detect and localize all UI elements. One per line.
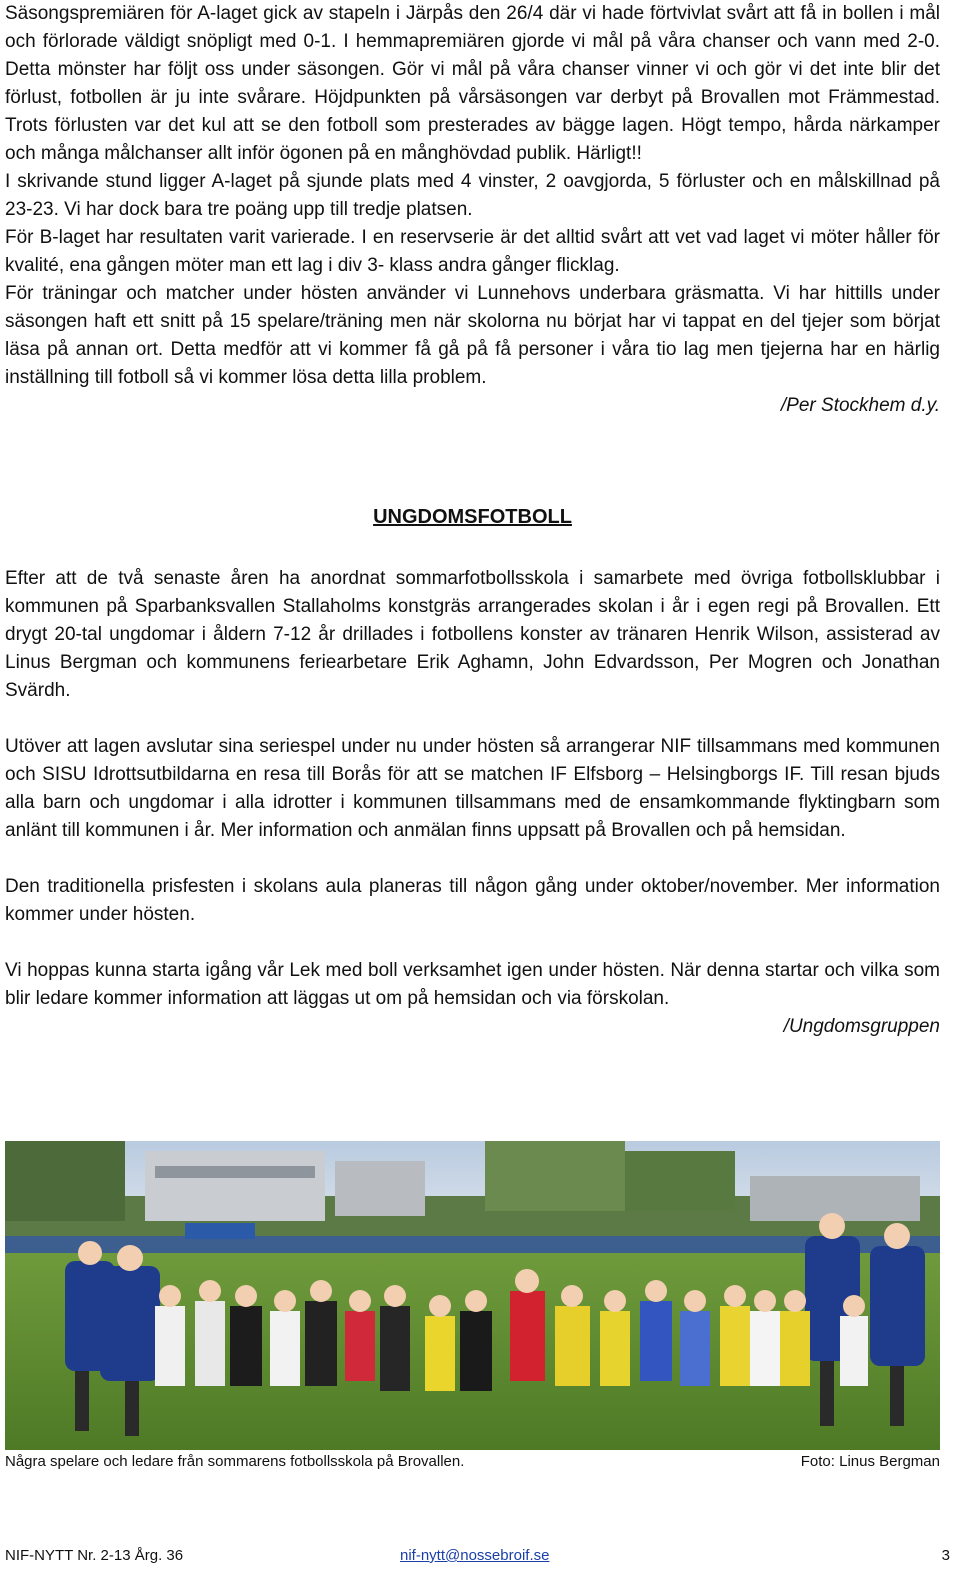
email-link[interactable]: nif-nytt@nossebroif.se [400, 1547, 550, 1564]
article-a-laget [5, 0, 940, 420]
photo-caption: Några spelare och ledare från sommarens fotbollsskola på Brovallen. [5, 1453, 465, 1470]
photo-credit: Foto: Linus Bergman [800, 1453, 940, 1470]
article-ungdomsfotboll [5, 565, 940, 1041]
paragraph: För B-laget har resultaten varit varierade. I en reservserie är det alltid svårt att vet vad laget vi möter håller för kvalité, ena gången möter man ett lag i div 3- klass andra gånger flicklag. [5, 227, 940, 276]
issue-label: NIF-NYTT Nr. 2-13 Årg. 36 [5, 1547, 184, 1564]
paragraph: Vi hoppas kunna starta igång vår Lek med boll verksamhet igen under hösten. När denna startar och vilka som blir ledare kommer information att läggas ut om på hemsidan och via förskolan. [5, 960, 940, 1009]
team-photo [5, 1141, 940, 1450]
paragraph: För träningar och matcher under hösten använder vi Lunnehovs underbara gräsmatta. Vi har hittills under säsongen haft ett snitt på 15 spelare/träning men när skolorna nu börjat har vi tappat en del tjejer som börjat läsa på annan ort. Detta medför att vi kommer få gå på få personer i våra tio lag men tjejerna har en härlig inställning till fotboll så vi kommer lösa detta lilla problem. [5, 283, 940, 388]
page-number: 3 [941, 1547, 950, 1564]
paragraph: Den traditionella prisfesten i skolans aula planeras till någon gång under oktober/november. Mer information kommer under hösten. [5, 876, 940, 925]
paragraph: Utöver att lagen avslutar sina seriespel under nu under hösten så arrangerar NIF tillsammans med kommunen och SISU Idrottsutbildarna en resa till Borås för att se matchen IF Elfsborg – Helsingborgs IF. Till resan bjuds alla barn och ungdomar i alla idrotter i kommunen tillsammans med de ensamkommande flyktingbarn som anlänt till kommunen i år. Mer information och anmälan finns uppsatt på Brovallen och på hemsidan. [5, 736, 940, 841]
photo-caption-row [5, 1452, 940, 1472]
paragraph: Efter att de två senaste åren ha anordnat sommarfotbollsskola i samarbete med övriga fotbollsklubbar i kommunen på Sparbanksvallen Stallaholms konstgräs arrangerades skolan i år i egen regi på Brovallen. Ett drygt 20-tal ungdomar i åldern 7-12 år drillades i fotbollens konster av tränaren Henrik Wilson, assisterad av Linus Bergman och kommunens feriearbetare Erik Aghamn, John Edvardsson, Per Mogren och Jonathan Svärdh. [5, 568, 940, 701]
paragraph: Säsongspremiären för A-laget gick av stapeln i Järpås den 26/4 där vi hade förtvivlat svårt att få in bollen i mål och förlorade väldigt snöpligt med 0-1. I hemmapremiären gjorde vi mål på våra chanser och vann med 2-0. Detta mönster har följt oss under säsongen. Gör vi mål på våra chanser vinner vi och gör vi det inte blir det förlust, fotbollen är ju inte svårare. Höjdpunkten på vårsäsongen var derbyt på Brovallen mot Främmestad. Trots förlusten var det kul att se den fotboll som presterades av bägge lagen. Högt tempo, hårda närkamper och många målchanser allt inför ögonen på en månghövdad publik. Härligt!! [5, 3, 940, 164]
signature: /Ungdomsgruppen [783, 1016, 940, 1037]
paragraph: I skrivande stund ligger A-laget på sjunde plats med 4 vinster, 2 oavgjorda, 5 förluster och en målskillnad på 23-23. Vi har dock bara tre poäng upp till tredje platsen. [5, 171, 940, 220]
section-title: UNGDOMSFOTBOLL [373, 506, 572, 528]
signature: /Per Stockhem d.y. [780, 395, 940, 416]
